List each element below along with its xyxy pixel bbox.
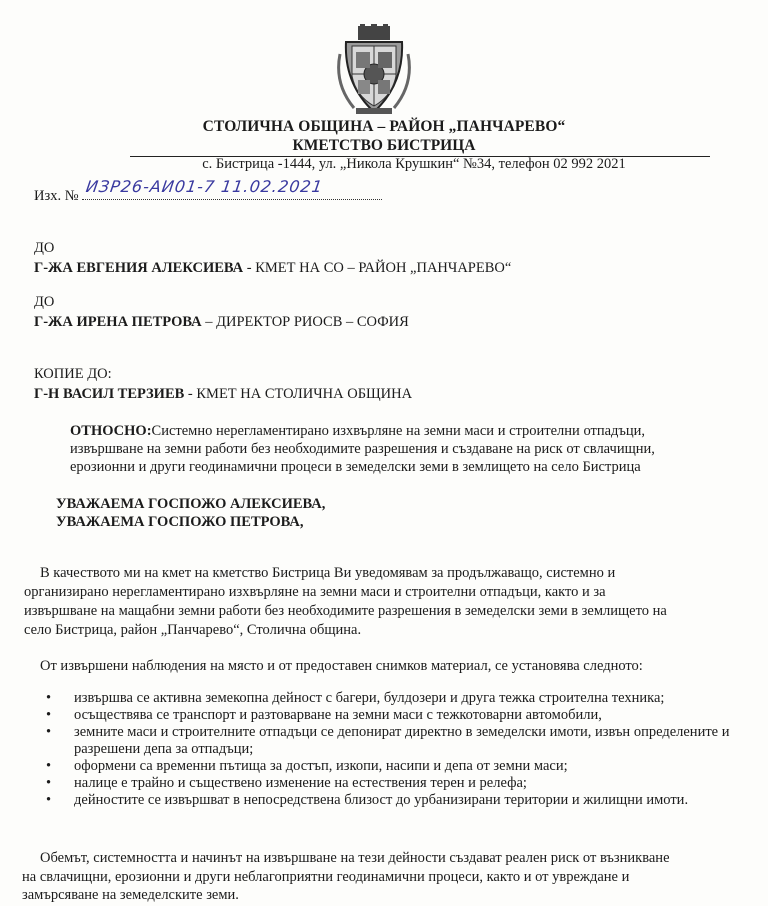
list-item: • земните маси и строителните отпадъци се депонират директно в земеделски имоти, извън определените и разрешени депа за отпадъци; bbox=[46, 724, 736, 758]
addressee-1-role: - КМЕТ НА СО – РАЙОН „ПАНЧАРЕВО“ bbox=[243, 260, 512, 276]
copy-recipient bbox=[34, 386, 412, 403]
addressee-1-do: ДО bbox=[34, 240, 55, 256]
subject-text-1: Системно нерегламентирано изхвърляне на земни маси и строителни отпадъци, bbox=[151, 423, 646, 439]
addressee-2 bbox=[34, 314, 409, 331]
reference-label: Изх. № bbox=[34, 188, 79, 204]
subject-line-1 bbox=[70, 423, 645, 440]
header-address: с. Бистрица -1444, ул. „Никола Крушкин“ №34, телефон 02 992 2021 bbox=[202, 156, 626, 172]
addressee-2-name: Г-ЖА ИРЕНА ПЕТРОВА bbox=[34, 314, 202, 330]
paragraph-2: От извършени наблюдения на място и от предоставен снимков материал, се установява следното: bbox=[40, 658, 643, 674]
subject-line-2: извършване на земни работи без необходимите разрешения и създаване на риск от свлачищни, bbox=[70, 441, 655, 457]
subject-line-3: ерозионни и други геодинамични процеси в земеделски земи в землището на село Бистрица bbox=[70, 459, 641, 475]
subject-label: ОТНОСНО: bbox=[70, 423, 152, 439]
list-item: • налице е трайно и съществено изменение на естествения терен и релефа; bbox=[46, 775, 736, 792]
findings-list bbox=[46, 690, 736, 809]
addressee-2-role: – ДИРЕКТОР РИОСВ – СОФИЯ bbox=[201, 314, 409, 330]
reference-dotted-field bbox=[82, 177, 382, 200]
list-item: • оформени са временни пътища за достъп, изкопи, насипи и депа от земни маси; bbox=[46, 758, 736, 775]
salutation-line-2: УВАЖАЕМА ГОСПОЖО ПЕТРОВА, bbox=[56, 514, 304, 530]
paragraph-1-line-4: село Бистрица, район „Панчарево“, Столична община. bbox=[24, 622, 362, 638]
paragraph-1-line-1: В качеството ми на кмет на кметство Бистрица Ви уведомявам за продължаващо, системно и bbox=[40, 565, 616, 581]
paragraph-1-line-3: извършване на мащабни земни работи без необходимите разрешения в земеделски земи в землището на bbox=[24, 603, 667, 619]
sofia-coat-of-arms-icon bbox=[334, 24, 414, 116]
copy-role: - КМЕТ НА СТОЛИЧНА ОБЩИНА bbox=[184, 386, 413, 402]
paragraph-3-line-1: Обемът, системността и начинът на извършване на тези дейности създават реален риск от възникване bbox=[40, 850, 670, 866]
reference-handwritten: ИЗР26-АИ01-7 11.02.2021 bbox=[84, 177, 325, 196]
header-municipality: СТОЛИЧНА ОБЩИНА – РАЙОН „ПАНЧАРЕВО“ bbox=[202, 118, 566, 135]
paragraph-1-line-2: организирано нерегламентирано изхвърляне на земни маси и строителни отпадъци, както и за bbox=[24, 584, 606, 600]
copy-name: Г-Н ВАСИЛ ТЕРЗИЕВ bbox=[34, 386, 185, 402]
paragraph-3-line-2: на свлачищни, ерозионни и други неблагоприятни геодинамични процеси, както и от увреждане и bbox=[22, 869, 630, 885]
paragraph-3-line-3: замърсяване на земеделските земи. bbox=[22, 887, 239, 903]
list-item: • осъществява се транспорт и разтоварване на земни маси с тежкотоварни автомобили, bbox=[46, 707, 736, 724]
list-item: • дейностите се извършват в непосредствена близост до урбанизирани територии и жилищни имоти. bbox=[46, 792, 736, 809]
addressee-1-name: Г-ЖА ЕВГЕНИЯ АЛЕКСИЕВА bbox=[34, 260, 244, 276]
salutation-line-1: УВАЖАЕМА ГОСПОЖО АЛЕКСИЕВА, bbox=[56, 496, 326, 512]
copy-label: КОПИЕ ДО: bbox=[34, 366, 112, 382]
addressee-2-do: ДО bbox=[34, 294, 55, 310]
list-item: • извършва се активна земекопна дейност с багери, булдозери и друга тежка строителна техника; bbox=[46, 690, 736, 707]
reference-number bbox=[34, 177, 382, 205]
header-mayoralty: КМЕТСТВО БИСТРИЦА bbox=[292, 137, 476, 154]
addressee-1 bbox=[34, 260, 511, 277]
